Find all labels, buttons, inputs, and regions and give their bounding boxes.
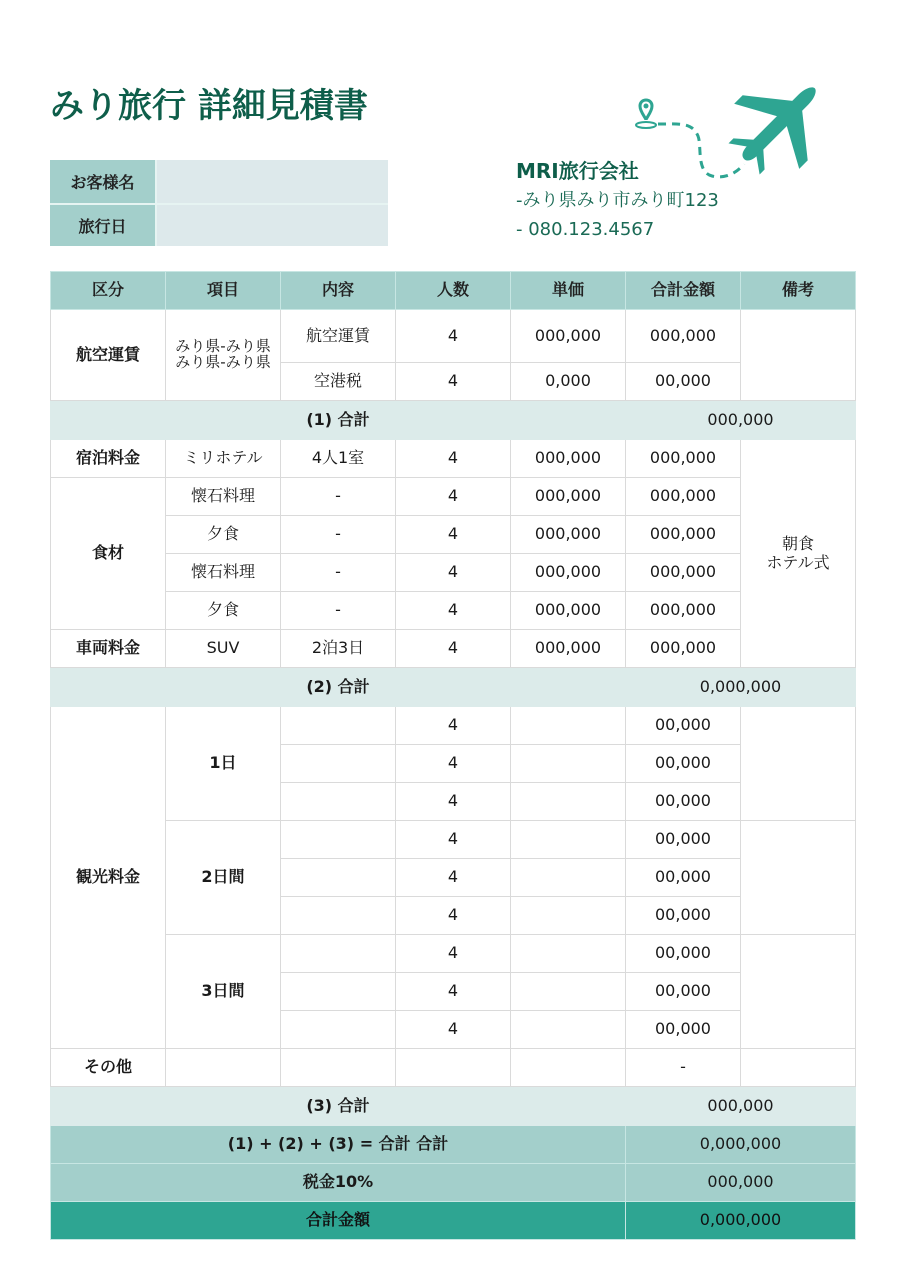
unit-price-cell	[511, 859, 626, 897]
client-name-field[interactable]	[157, 160, 388, 203]
total-cell: 000,000	[626, 440, 741, 478]
unit-price-cell	[511, 1049, 626, 1087]
remark-line: 朝食	[781, 534, 814, 554]
total-cell: 00,000	[626, 897, 741, 935]
route-line: みり県-みり県	[175, 337, 271, 356]
content-cell	[281, 973, 396, 1011]
category-cell: 宿泊料金	[51, 440, 166, 478]
travel-date-row	[50, 203, 388, 246]
table-row	[51, 707, 856, 745]
table-row	[51, 310, 856, 363]
column-header-remarks: 備考	[741, 272, 856, 310]
table-row	[51, 440, 856, 478]
unit-price-cell: 000,000	[511, 310, 626, 363]
remarks-cell	[741, 1049, 856, 1087]
item-cell: 1日	[166, 707, 281, 821]
content-cell	[281, 935, 396, 973]
subtotal-row-1	[51, 401, 856, 440]
total-cell: 00,000	[626, 783, 741, 821]
content-cell	[281, 897, 396, 935]
people-cell: 4	[396, 554, 511, 592]
column-header-total: 合計金額	[626, 272, 741, 310]
subtotal-label: (3) 合計	[51, 1087, 626, 1126]
quote-table	[50, 271, 856, 1240]
unit-price-cell	[511, 745, 626, 783]
total-cell: 000,000	[626, 554, 741, 592]
unit-price-cell: 000,000	[511, 592, 626, 630]
content-cell: 4人1室	[281, 440, 396, 478]
total-cell: 00,000	[626, 859, 741, 897]
unit-price-cell: 000,000	[511, 554, 626, 592]
subtotal-row-3	[51, 1087, 856, 1126]
item-cell: 夕食	[166, 516, 281, 554]
final-total-label: 合計金額	[51, 1202, 626, 1240]
content-cell	[281, 859, 396, 897]
column-header-people: 人数	[396, 272, 511, 310]
final-total-value: 0,000,000	[626, 1202, 856, 1240]
item-cell: 3日間	[166, 935, 281, 1049]
content-cell	[281, 745, 396, 783]
category-cell: 食材	[51, 478, 166, 630]
content-cell	[281, 1049, 396, 1087]
grand-total-row	[51, 1126, 856, 1164]
item-cell: 夕食	[166, 592, 281, 630]
unit-price-cell	[511, 897, 626, 935]
tax-label: 税金10%	[51, 1164, 626, 1202]
remarks-cell	[741, 821, 856, 935]
people-cell: 4	[396, 630, 511, 668]
people-cell	[396, 1049, 511, 1087]
remarks-cell	[741, 935, 856, 1049]
total-cell: 00,000	[626, 1011, 741, 1049]
unit-price-cell: 000,000	[511, 440, 626, 478]
grand-total-value: 0,000,000	[626, 1126, 856, 1164]
content-cell: -	[281, 478, 396, 516]
table-row	[51, 630, 856, 668]
total-cell: 000,000	[626, 310, 741, 363]
item-cell: SUV	[166, 630, 281, 668]
item-cell: ミリホテル	[166, 440, 281, 478]
unit-price-cell: 0,000	[511, 363, 626, 401]
tax-value: 000,000	[626, 1164, 856, 1202]
content-cell: 空港税	[281, 363, 396, 401]
unit-price-cell	[511, 707, 626, 745]
page-title: みり旅行 詳細見積書	[50, 86, 368, 126]
item-cell: 懐石料理	[166, 478, 281, 516]
content-cell: -	[281, 592, 396, 630]
unit-price-cell: 000,000	[511, 478, 626, 516]
remark-line: ホテル式	[766, 552, 830, 572]
total-cell: 00,000	[626, 745, 741, 783]
category-cell: 観光料金	[51, 707, 166, 1049]
item-cell	[166, 1049, 281, 1087]
people-cell: 4	[396, 1011, 511, 1049]
category-cell: その他	[51, 1049, 166, 1087]
client-name-label: お客様名	[50, 160, 157, 203]
location-pin-icon	[636, 100, 656, 128]
total-cell: 000,000	[626, 630, 741, 668]
table-row	[51, 478, 856, 516]
table-row	[51, 935, 856, 973]
grand-total-label: (1) + (2) + (3) = 合計 合計	[51, 1126, 626, 1164]
unit-price-cell	[511, 821, 626, 859]
category-cell: 航空運賃	[51, 310, 166, 401]
final-total-row	[51, 1202, 856, 1240]
table-row	[51, 516, 856, 554]
table-header-row	[51, 272, 856, 310]
unit-price-cell	[511, 935, 626, 973]
subtotal-value: 000,000	[626, 1087, 856, 1126]
subtotal-label: (1) 合計	[51, 401, 626, 440]
route-line: みり県-みり県	[175, 353, 271, 371]
column-header-category: 区分	[51, 272, 166, 310]
people-cell: 4	[396, 310, 511, 363]
people-cell: 4	[396, 478, 511, 516]
content-cell: -	[281, 554, 396, 592]
total-cell: 000,000	[626, 592, 741, 630]
content-cell	[281, 783, 396, 821]
total-cell: 00,000	[626, 363, 741, 401]
total-cell: 00,000	[626, 707, 741, 745]
people-cell: 4	[396, 363, 511, 401]
company-phone: - 080.123.4567	[516, 219, 655, 240]
item-cell: 2日間	[166, 821, 281, 935]
remarks-cell	[741, 440, 856, 668]
content-cell	[281, 1011, 396, 1049]
subtotal-label: (2) 合計	[51, 668, 626, 707]
column-header-unit-price: 単価	[511, 272, 626, 310]
content-cell: -	[281, 516, 396, 554]
subtotal-value: 000,000	[626, 401, 856, 440]
item-cell: 懐石料理	[166, 554, 281, 592]
content-cell: 航空運賃	[281, 310, 396, 363]
people-cell: 4	[396, 440, 511, 478]
people-cell: 4	[396, 516, 511, 554]
table-row	[51, 821, 856, 859]
table-row	[51, 1049, 856, 1087]
people-cell: 4	[396, 859, 511, 897]
travel-date-field[interactable]	[157, 205, 388, 246]
table-row	[51, 592, 856, 630]
people-cell: 4	[396, 935, 511, 973]
people-cell: 4	[396, 783, 511, 821]
route-cell	[166, 310, 281, 401]
content-cell	[281, 821, 396, 859]
unit-price-cell	[511, 973, 626, 1011]
content-cell: 2泊3日	[281, 630, 396, 668]
unit-price-cell	[511, 783, 626, 821]
column-header-item: 項目	[166, 272, 281, 310]
total-cell: 00,000	[626, 935, 741, 973]
total-cell: 000,000	[626, 516, 741, 554]
people-cell: 4	[396, 821, 511, 859]
company-address: -みり県みり市みり町123	[516, 190, 719, 211]
unit-price-cell: 000,000	[511, 630, 626, 668]
total-cell: -	[626, 1049, 741, 1087]
people-cell: 4	[396, 592, 511, 630]
column-header-content: 内容	[281, 272, 396, 310]
airplane-icon	[712, 80, 830, 190]
people-cell: 4	[396, 973, 511, 1011]
category-cell: 車両料金	[51, 630, 166, 668]
people-cell: 4	[396, 897, 511, 935]
total-cell: 00,000	[626, 973, 741, 1011]
people-cell: 4	[396, 707, 511, 745]
people-cell: 4	[396, 745, 511, 783]
unit-price-cell	[511, 1011, 626, 1049]
tax-row	[51, 1164, 856, 1202]
travel-date-label: 旅行日	[50, 205, 157, 246]
remarks-cell	[741, 707, 856, 821]
unit-price-cell: 000,000	[511, 516, 626, 554]
table-row	[51, 554, 856, 592]
company-name: MRI旅行会社	[516, 159, 639, 183]
remarks-cell	[741, 310, 856, 401]
client-name-row	[50, 160, 388, 203]
client-info-box	[50, 160, 388, 246]
subtotal-row-2	[51, 668, 856, 707]
total-cell: 000,000	[626, 478, 741, 516]
total-cell: 00,000	[626, 821, 741, 859]
subtotal-value: 0,000,000	[626, 668, 856, 707]
content-cell	[281, 707, 396, 745]
company-info	[516, 156, 719, 244]
